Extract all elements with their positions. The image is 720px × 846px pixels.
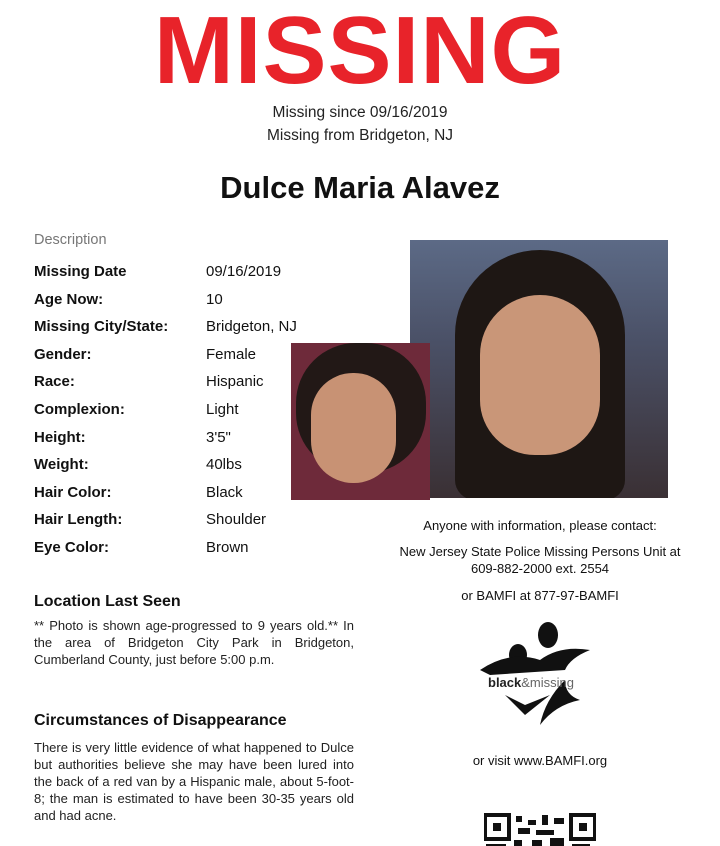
- detail-label: Age Now:: [34, 290, 104, 308]
- contact-intro: Anyone with information, please contact:: [423, 518, 657, 533]
- child-photo: [291, 343, 430, 500]
- circumstances-text: There is very little evidence of what happened to Dulce but authorities believe she may have been lured into the back of a red van by a Hispanic male, about 5-foot-8; the man is estimated to have been 30-35 years old and had acne.: [34, 740, 354, 823]
- detail-value: Black: [206, 483, 243, 501]
- contact-bamfi: or BAMFI at 877-97-BAMFI: [461, 588, 619, 603]
- detail-label: Missing City/State:: [34, 318, 169, 336]
- missing-since: Missing since 09/16/2019: [272, 104, 448, 121]
- detail-value: Female: [206, 345, 257, 363]
- detail-label: Weight:: [34, 456, 89, 474]
- detail-label: Complexion:: [34, 401, 125, 418]
- svg-text:black&missing: black&missing: [488, 675, 574, 690]
- circumstances-heading: Circumstances of Disappearance: [34, 712, 287, 729]
- detail-label: Missing Date: [34, 263, 127, 280]
- detail-value: 10: [206, 290, 223, 308]
- detail-value: 09/16/2019: [206, 263, 282, 280]
- qr-code: [484, 812, 596, 846]
- detail-label: Height:: [34, 428, 86, 446]
- detail-label: Hair Color:: [34, 483, 112, 501]
- detail-value: 3'5": [206, 428, 231, 446]
- detail-value: Shoulder: [206, 511, 267, 529]
- detail-value: Brown: [206, 539, 249, 556]
- detail-value: Light: [206, 401, 239, 418]
- missing-from: Missing from Bridgeton, NJ: [266, 127, 454, 144]
- detail-value: Hispanic: [206, 373, 264, 391]
- detail-label: Race:: [34, 373, 75, 391]
- location-text: ** Photo is shown age-progressed to 9 years old.** In the area of Bridgeton City Park in Bridgeton, Cumberland County, just before 5:00 p.m.: [34, 618, 354, 667]
- description-label: Description: [34, 232, 107, 248]
- visit-website: or visit www.BAMFI.org: [472, 753, 608, 768]
- missing-title: MISSING: [153, 0, 567, 104]
- contact-phone: 609-882-2000 ext. 2554: [470, 561, 610, 576]
- detail-label: Hair Length:: [34, 511, 123, 529]
- contact-police: New Jersey State Police Missing Persons Unit at: [399, 544, 681, 559]
- detail-label: Eye Color:: [34, 539, 110, 556]
- person-name: Dulce Maria Alavez: [220, 170, 500, 205]
- age-progressed-photo: [410, 240, 668, 498]
- detail-value: 40lbs: [206, 456, 242, 474]
- location-heading: Location Last Seen: [34, 593, 181, 610]
- bamfi-logo: [470, 620, 610, 735]
- detail-value: Bridgeton, NJ: [206, 318, 297, 336]
- detail-label: Gender:: [34, 345, 92, 363]
